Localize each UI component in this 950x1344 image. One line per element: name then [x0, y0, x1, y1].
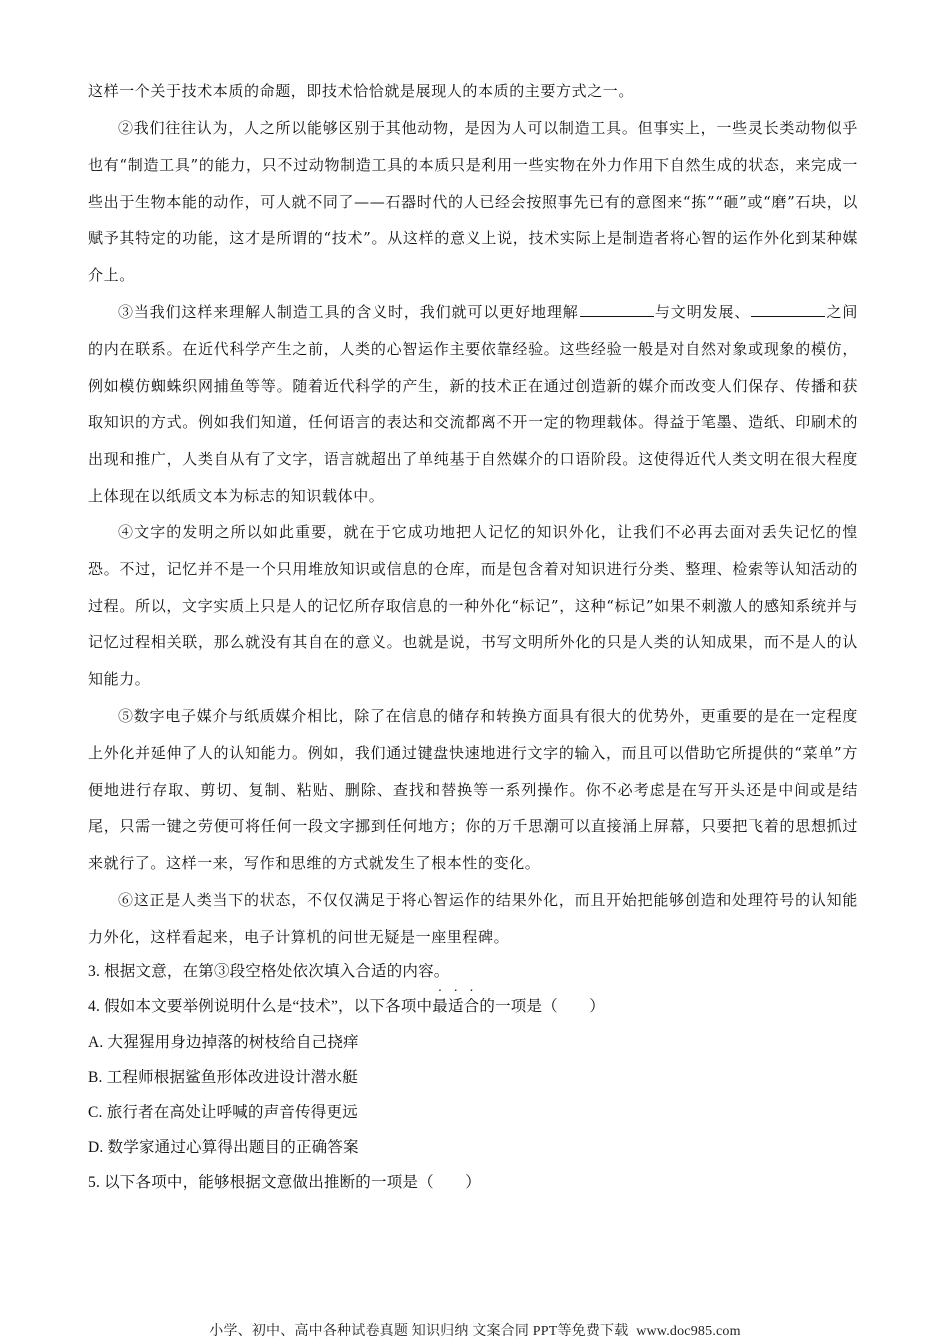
option-d: D. 数学家通过心算得出题目的正确答案	[88, 1139, 359, 1156]
question-4-stem: 4. 假如本文要举例说明什么是“技术”，以下各项中	[88, 998, 433, 1015]
fill-blank-2	[751, 302, 825, 317]
paragraph-3-part-c: 之间的内在联系。在近代科学产生之前，人类的心智运作主要依靠经验。这些经验一般是对自然对象或现象的模仿，例如模仿蜘蛛织网捕鱼等等。随着近代科学的产生，新的技术正在通过创造新的媒介而改变人们保存、传播和获取知识的方式。例如我们知道，任何语言的表达和交流都离不开一定的物理载体。得益于笔墨、造纸、印刷术的出现和推广，人类自从有了文字，语言就超出了单纯基于自然媒介的口语阶段。这使得近代人类文明在很大程度上体现在以纸质文本为标志的知识载体中。	[88, 303, 859, 505]
paragraph-2: ②我们往往认为，人之所以能够区别于其他动物，是因为人可以制造工具。但事实上，一些灵长类动物似乎也有“制造工具”的能力，只不过动物制造工具的本质只是利用一些实物在外力作用下自然生成的状态，来完成一些出于生物本能的动作，可人就不同了——石器时代的人已经会按照事先已有的意图来“拣”“砸”或“磨”石块，以赋予其特定的功能，这才是所谓的“技术”。从这样的意义上说，技术实际上是制造者将心智的运作外化到某种媒介上。	[88, 119, 858, 285]
paragraph-intro-continued: 这样一个关于技术本质的命题，即技术恰恰就是展现人的本质的主要方式之一。	[88, 82, 635, 100]
page-footer	[0, 1323, 950, 1341]
paragraph-6: ⑥这正是人类当下的状态，不仅仅满足于将心智运作的结果外化，而且开始把能够创造和处理符号的认知能力外化，这样看起来，电子计算机的问世无疑是一座里程碑。	[88, 891, 858, 946]
paragraph-3-part-b: 与文明发展、	[654, 303, 751, 321]
emphasis-char: 合	[463, 998, 480, 1015]
paragraph-4: ④文字的发明之所以如此重要，就在于它成功地把人记忆的知识外化，让我们不必再去面对丢失记忆的惶恐。不过，记忆并不是一个只用堆放知识或信息的仓库，而是包含着对知识进行分类、整理、检索等认知活动的过程。所以，文字实质上只是人的记忆所存取信息的一种外化“标记”，这种“标记”如果不刺激人的感知系统并与记忆过程相关联，那么就没有其自在的意义。也就是说，书写文明所外化的只是人类的认知成果，而不是人的认知能力。	[88, 523, 858, 689]
emphasis-char: 最	[432, 998, 448, 1015]
emphasis-char: 适	[447, 998, 464, 1015]
option-b: B. 工程师根据鲨鱼形体改进设计潜水艇	[88, 1069, 358, 1086]
footer-text: 小学、初中、高中各种试卷真题 知识归纳 文案合同 PPT等免费下载	[209, 1324, 629, 1339]
fill-blank-1	[580, 302, 654, 317]
paragraph-3-part-a: ③当我们这样来理解人制造工具的含义时，我们就可以更好地理解	[118, 303, 579, 321]
paragraph-5: ⑤数字电子媒介与纸质媒介相比，除了在信息的储存和转换方面具有很大的优势外，更重要的是在一定程度上外化并延伸了人的认知能力。例如，我们通过键盘快速地进行文字的输入，而且可以借助它所提供的“菜单”方便地进行存取、剪切、复制、粘贴、删除、查找和替换等一系列操作。你不必考虑是在写开头还是中间或是结尾，只需一键之劳便可将任何一段文字挪到任何地方；你的万千思潮可以直接涌上屏幕，只要把飞着的思想抓过来就行了。这样一来，写作和思维的方式就发生了根本性的变化。	[88, 707, 858, 873]
question-5: 5. 以下各项中，能够根据文意做出推断的一项是（ ）	[88, 1174, 481, 1191]
option-a: A. 大猩猩用身边掉落的树枝给自己挠痒	[88, 1034, 359, 1051]
question-4-tail: 的一项是（ ）	[479, 998, 605, 1015]
option-c: C. 旅行者在高处让呼喊的声音传得更远	[88, 1104, 358, 1121]
question-3: 3. 根据文意，在第③段空格处依次填入合适的内容。	[88, 963, 450, 980]
paragraph-3	[88, 294, 858, 515]
footer-link[interactable]: www.doc985.com	[636, 1324, 741, 1339]
question-4	[88, 995, 858, 1019]
